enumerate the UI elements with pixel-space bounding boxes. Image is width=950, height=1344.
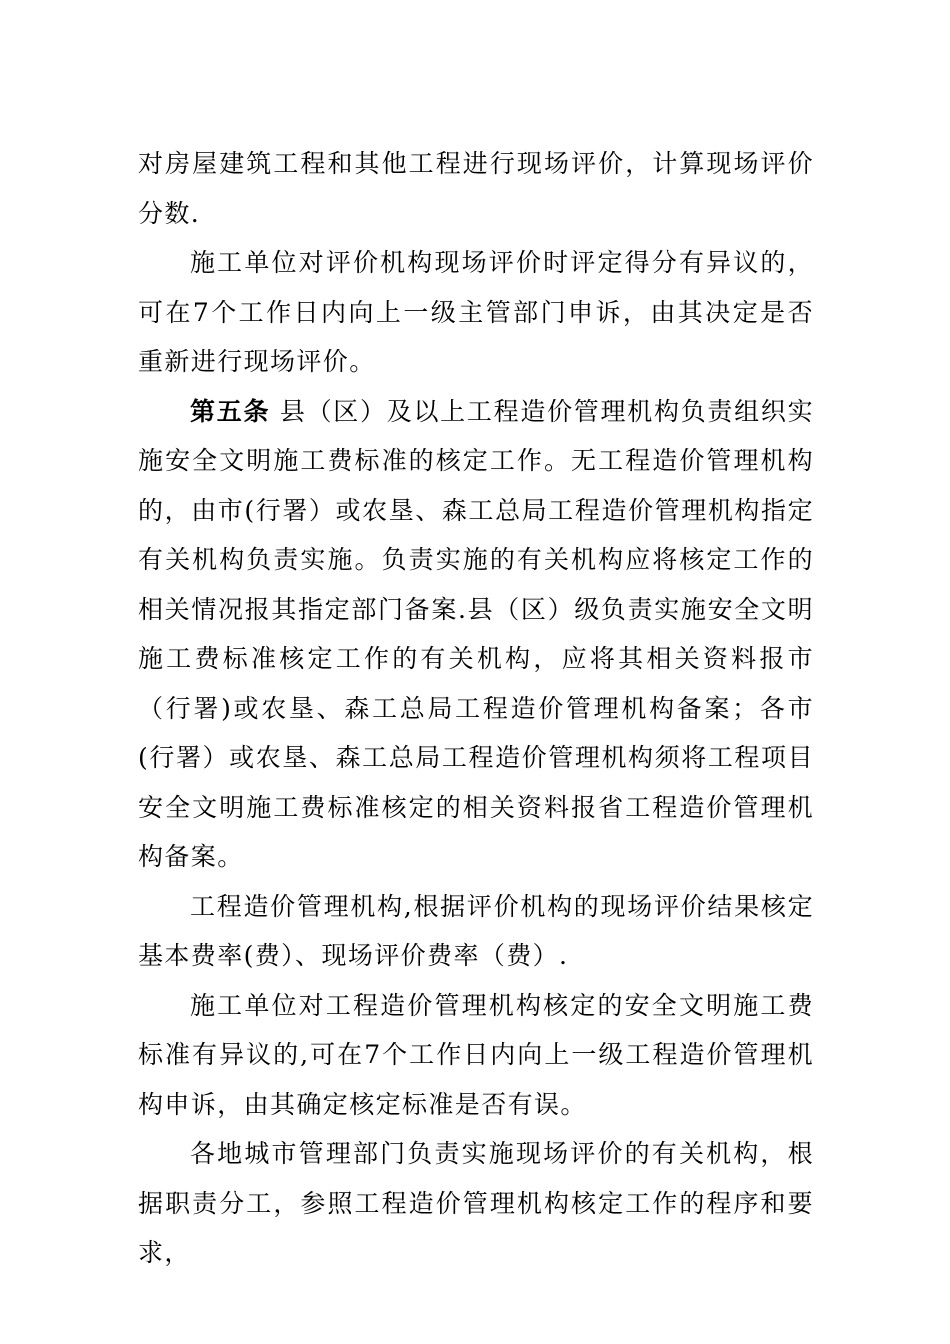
paragraph-city-management (138, 1129, 814, 1278)
article-heading: 第五条 (190, 396, 271, 426)
paragraph-text: 施工单位对工程造价管理机构核定的安全文明施工费标准有异议的,可在7个工作日内向上一级工程造价管理机构申诉，由其确定核定标准是否有误。 (138, 990, 814, 1119)
paragraph-cost-agency-verification (138, 882, 814, 981)
paragraph-text: 工程造价管理机构,根据评价机构的现场评价结果核定基本费率(费）、现场评价费率（费）. (138, 891, 814, 970)
paragraph-text: 对房屋建筑工程和其他工程进行现场评价，计算现场评价分数. (138, 149, 814, 228)
document-body (138, 139, 814, 1278)
paragraph-article-five (138, 387, 814, 882)
paragraph-continuation (138, 139, 814, 238)
paragraph-text: 施工单位对评价机构现场评价时评定得分有异议的，可在7个工作日内向上一级主管部门申诉，由其决定是否重新进行现场评价。 (138, 248, 814, 376)
paragraph-text: 各地城市管理部门负责实施现场评价的有关机构，根据职责分工，参照工程造价管理机构核定工作的程序和要求， (138, 1139, 814, 1267)
paragraph-text: 县（区）及以上工程造价管理机构负责组织实施安全文明施工费标准的核定工作。无工程造价管理机构的，由市(行署）或农垦、森工总局工程造价管理机构指定有关机构负责实施。负责实施的有关机构应将核定工作的相关情况报其指定部门备案.县（区）级负责实施安全文明施工费标准核定工作的有关机构，应将其相关资料报市（行署)或农垦、森工总局工程造价管理机构备案；各市(行署）或农垦、森工总局工程造价管理机构须将工程项目安全文明施工费标准核定的相关资料报省工程造价管理机构备案。 (138, 396, 814, 871)
paragraph-appeal-fee-standard (138, 981, 814, 1130)
paragraph-appeal-on-site-score (138, 238, 814, 387)
